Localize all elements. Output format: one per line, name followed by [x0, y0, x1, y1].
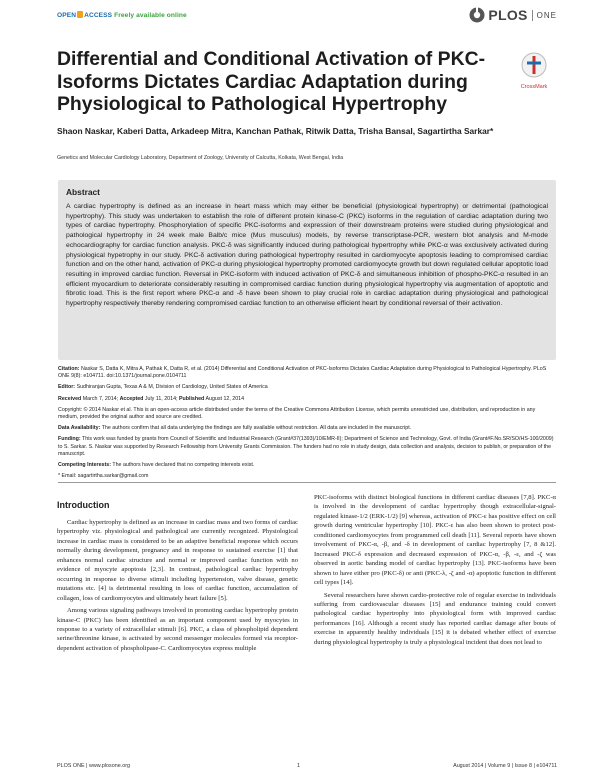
body-paragraph: Cardiac hypertrophy is defined as an increase in cardiac mass and two forms of cardiac hypertrophy viz. physiological and pathological are currently recognized. Physiological increase in cardiac mass is considered to be an adaptive beneficial response which occurs normally during development, pregnancy and in response to sustained exercise [1] that enhances normal cardiac structure and normal or improved cardiac function with no evidence of myocyte apoptosis [2,3]. In contrast, pathological cardiac hypertrophy occurring in response to diverse stimuli including hypertension, valve disease, genetic mutations etc. [4] is detrimental resulting in loss of cardiac function, accumulation of collagen, loss of cardiomyocytes and ultimately heart failure [5]. [57, 519, 298, 602]
abstract-heading: Abstract [66, 187, 100, 197]
abstract-box [58, 180, 556, 360]
editor: Editor: Sudhiranjan Gupta, Texas A & M, Division of Cardiology, United States of America [58, 384, 268, 391]
citation: Citation: Naskar S, Datta K, Mitra A, Pathak K, Datta R, et al. (2014) Differential and Conditional Activation of PKC-Isoforms Dictates Cardiac Adaptation during Physiological to Pathological Hypertrophy. PLoS ONE 9(8): e104711. doi:10.1371/journal.pone.0104711 [58, 366, 547, 380]
plos-brand: PLOS [488, 7, 528, 23]
competing-interests: Competing Interests: The authors have declared that no competing interests exist. [58, 462, 255, 469]
open-access-label: OPEN ACCESS Freely available online [57, 12, 187, 19]
abstract-text: A cardiac hypertrophy is defined as an increase in heart mass which may either be beneficial (physiological hypertrophy) or detrimental (pathological hypertrophy). This study was undertaken to establish the role of different protein kinase-C (PKC) isoforms in the regulation of cardiac adaptation during two types of cardiac hypertrophy. Phosphorylation of specific PKC-isoforms and expression of their downstream proteins were studied during physiological and pathological hypertrophy in 24 week male Balb/c mice (Mus musculus) models, by reverse transcriptase-PCR, western blot analysis and M-mode echocardiography for cardiac function analysis. PKC-δ was significantly induced during pathological hypertrophy while PKC-α was exclusively activated during physiological hypetrophy in our study. PKC-δ activation during pathological hypertrophy resulted in cardiomyocyte apoptosis leading to compromised cardiac function and on the other hand, activation of PKC-α during physiological hypertrophy promoted cardiomyocyte growth but down regulated cellular apoptotic load resulting in improved cardiac function. Reversal in PKC-isoform with induced activation of PKC-δ and simultaneous inhibition of phospho-PKC-α resulted in an efficient myocardium to deteriorate considerably resulting in compromised cardiac function during physiological hypertrophy via augmentation of apoptotic and fibrotic load. This is the first report where PKC-α and -δ have been shown to play crucial role in cardiac adaptation during physiological and pathological hypertrophy respectively thereby rendering compromised cardiac function to an otherwise efficient heart by conditional reversal of their activation. [66, 203, 548, 308]
journal-header [57, 7, 557, 27]
body-paragraph: Among various signaling pathways involved in promoting cardiac hypertrophy protein kinase-C (PKC) has been identified as an important component used by myocytes in response to a variety of extracellular stimuli [6]. PKC, a class of phospholipid dependent serine/threonine kinase, is activated by second messenger molecules formed via receptor-dependent activation of phospholipase-C. Cardiomyocytes express multiple [57, 607, 298, 652]
page-number: 1 [297, 763, 300, 769]
dates: Received March 7, 2014; Accepted July 11, 2014; Published August 12, 2014 [58, 395, 245, 402]
open-lock-icon [77, 11, 83, 18]
body-paragraph: PKC-isoforms with distinct biological functions in different cardiac diseases [7,8]. PKC-α is involved in the development of cardiac hypertrophy though extracellular-signal-regulated kinase-1/2 (ERK-1/2) [9] whereas, activation of PKC-ε has positive effect on cell growth during ventricular hypertrophy [10]. PKC-ε has also been shown to protect post-conditioned cardiomyocytes from programmed cell death [11]. Several reports have shown involvement of PKC-α, -β, and -δ in development of cardiac hypertrophy [7, 8 &12]. Increased PKC-δ expression and decreased expression of PKC-α, -β, -ε, and -ζ was observed in aortic banding model of cardiac hypertrophy [13]. PKC-isoforms have been shown to have either pro (PKC-δ) or anti (PKC-λ, -ζ and -α) apoptotic function in different cell types [14]. [314, 494, 556, 587]
affiliation: Genetics and Molecular Cardiology Laboratory, Department of Zoology, University of Calcutta, Kolkata, West Bengal, India [57, 155, 344, 161]
footer-journal: PLOS ONE | www.plosone.org [57, 763, 131, 769]
corresponding-email[interactable]: * Email: sagartirtha.sarkar@gmail.com [58, 473, 149, 480]
crossmark-label: CrossMark [520, 84, 548, 90]
copyright: Copyright: © 2014 Naskar et al. This is an open-access article distributed under the terms of the Creative Commons Attribution License, which permits unrestricted use, distribution, and reproduction in any medium, provided the original author and source are credited. [58, 406, 536, 421]
plos-one-logo [469, 7, 557, 23]
plos-logo-icon [469, 7, 485, 23]
page-footer [57, 763, 557, 773]
crossmark-badge[interactable] [512, 52, 556, 90]
body-column-left [57, 518, 298, 656]
article-title: Differential and Conditional Activation of PKC-Isoforms Dictates Cardiac Adaptation during Physiological to Pathological Hypertrophy [57, 48, 486, 115]
crossmark-icon [521, 52, 547, 78]
body-column-right [314, 493, 556, 650]
plos-one-suffix: ONE [536, 10, 557, 20]
footer-issue: August 2014 | Volume 9 | Issue 8 | e104711 [453, 763, 557, 769]
funding: Funding: This work was funded by grants from Council of Scientific and Industrial Research (Grant#37(1393)/10/EMR-II); Department of Science and Technology, Govt. of India (Grant#F.No.SR/SO/HS-100/2009) to S. Sarkar. S. Naskar was supported by Research Fellowship from University Grants Commission. The funders had no role in study design, data collection and analysis, decision to publish, or preparation of the manuscript. [58, 436, 554, 457]
section-divider [58, 482, 556, 483]
introduction-heading: Introduction [57, 500, 110, 510]
freely-available-label: Freely available online [114, 12, 187, 19]
brand-divider [532, 10, 533, 21]
body-paragraph: Several researchers have shown cardio-protective role of regular exercise in individuals suffering from cardiovascular diseases [15] and endurance training could convert pathological cardiac hypertrophy into physiological form with improved cardiac performances [16]. Although a recent study has reported cardiac damage after bouts of exercise in apparently healthy individuals [15] it is debated whether effect of exercise during physiological hypertrophy is truly a physiological incident that does not lead to [314, 591, 556, 646]
article-metadata [58, 366, 556, 484]
author-list: Shaon Naskar, Kaberi Datta, Arkadeep Mitra, Kanchan Pathak, Ritwik Datta, Trisha Bansal, Sagartirtha Sarkar* [57, 126, 494, 136]
data-availability: Data Availability: The authors confirm that all data underlying the findings are fully available without restriction. All data are included in the manuscript. [58, 425, 412, 432]
